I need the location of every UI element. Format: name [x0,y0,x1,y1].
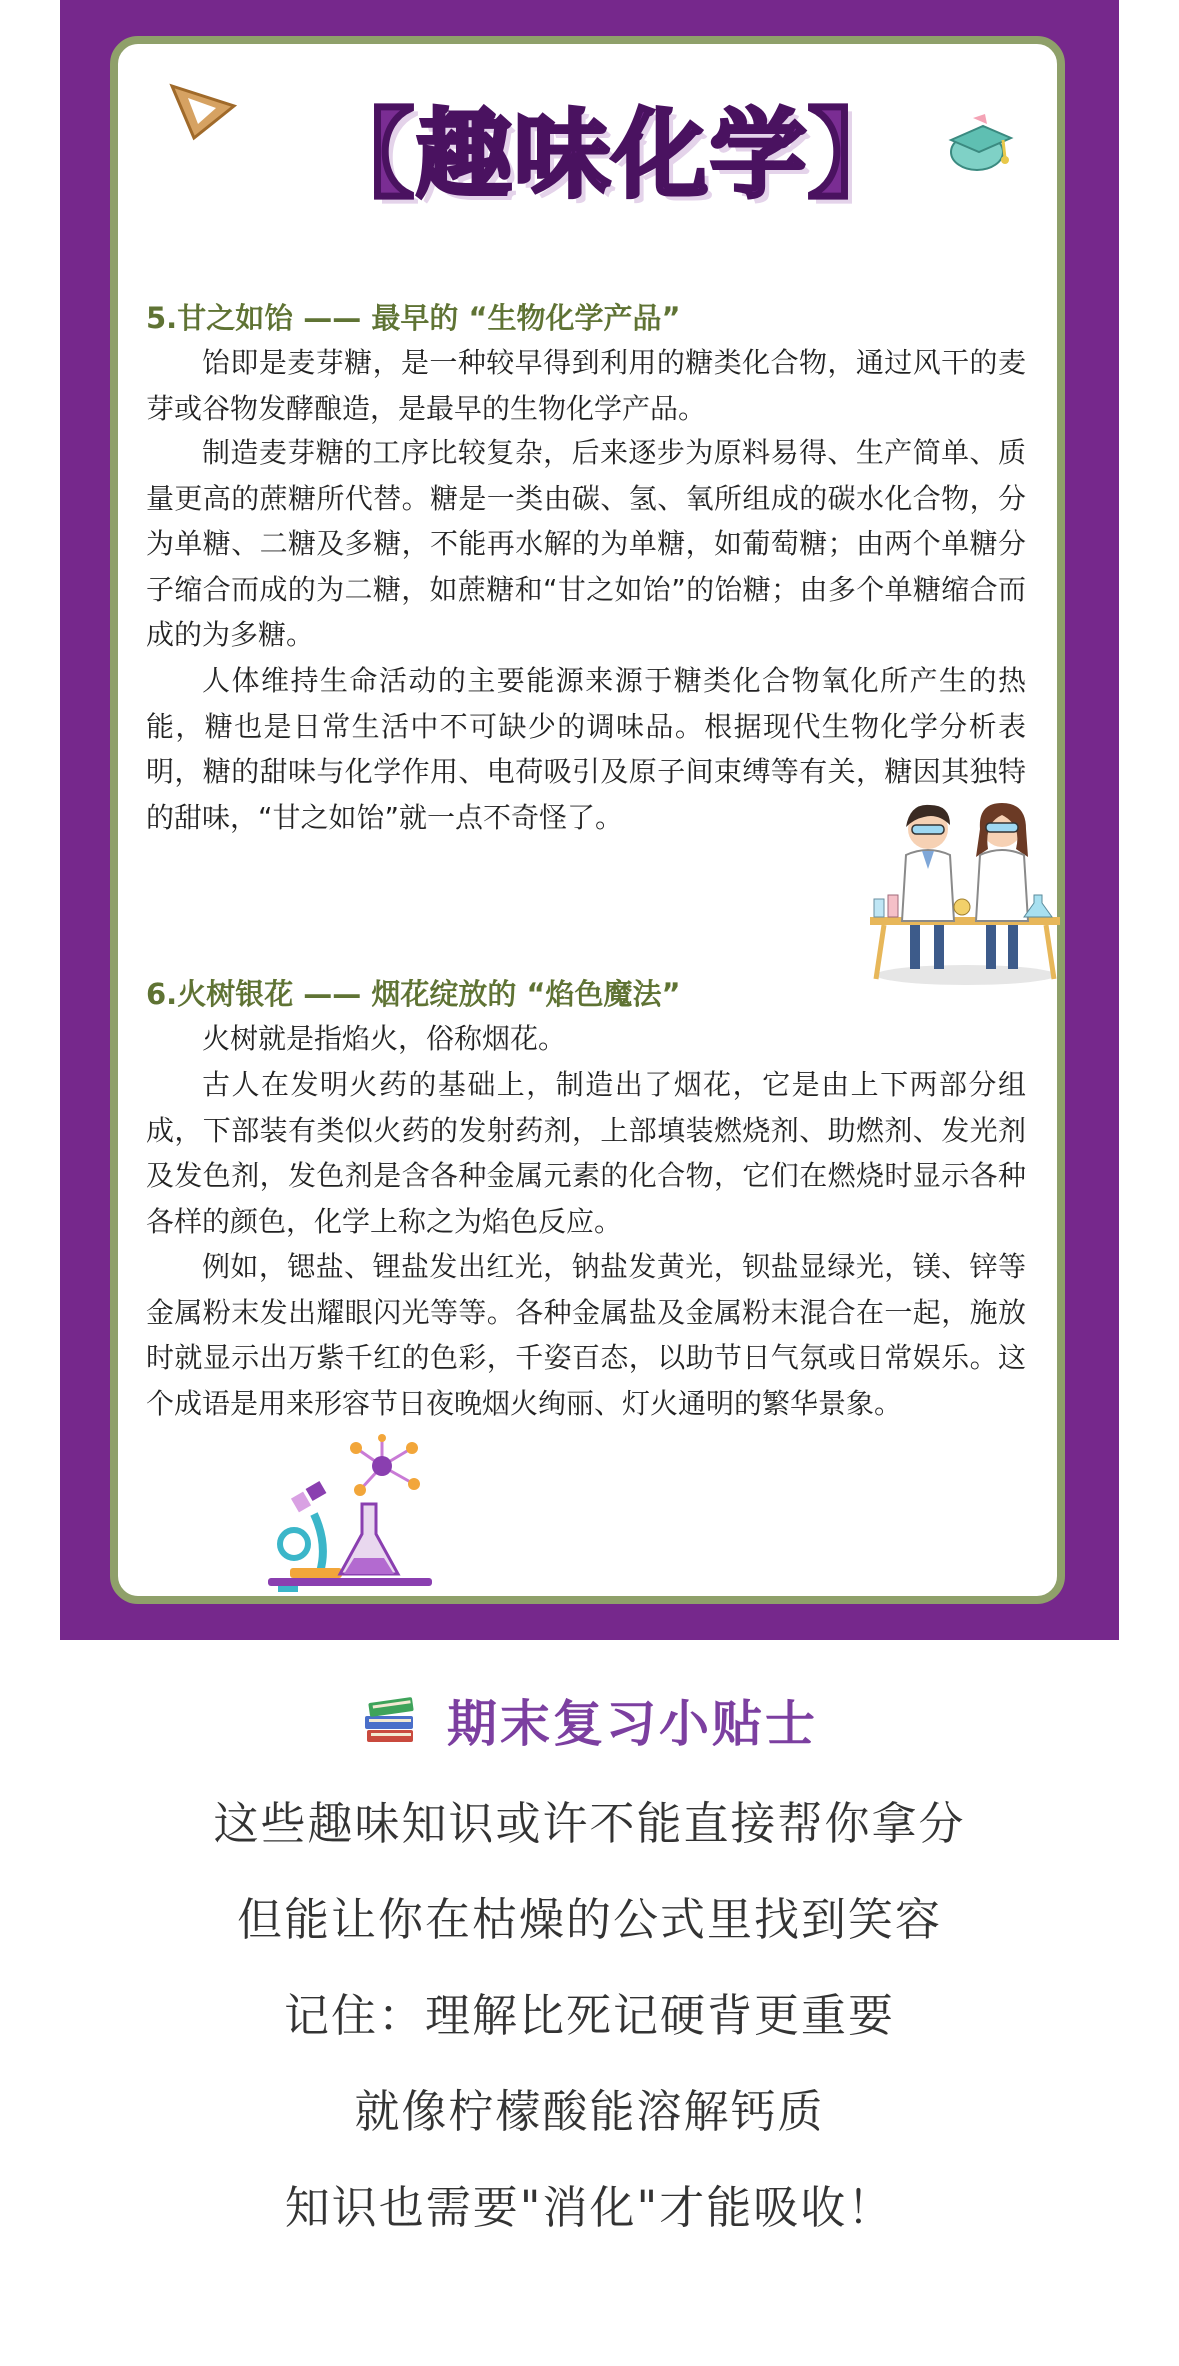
section-5-paragraph-1: 饴即是麦芽糖，是一种较早得到利用的糖类化合物，通过风干的麦芽或谷物发酵酿造，是最早的生物化学产品。 [146,346,1026,425]
tip-line-3: 记住：理解比死记硬背更重要 [283,1989,895,2042]
tip-line-1: 这些趣味知识或许不能直接帮你拿分 [213,1797,966,1850]
section-5-title: 5.甘之如饴 —— 最早的 “生物化学产品” [146,301,681,335]
tip-line-2: 但能让你在枯燥的公式里找到笑容 [236,1893,942,1946]
section-5-paragraph-2: 制造麦芽糖的工序比较复杂，后来逐步为原料易得、生产简单、质量更高的蔗糖所代替。糖是一类由碳、氢、氧所组成的碳水化合物，分为单糖、二糖及多糖，不能再水解的为单糖，如葡萄糖；由两个单糖分子缩合而成的为二糖，如蔗糖和“甘之如饴”的饴糖；由多个单糖缩合而成的为多糖。 [146,436,1026,651]
lab-equipment-illustration [264,1434,434,1596]
title-banner [318,80,906,230]
set-square-icon [168,82,238,142]
poster-frame [60,0,1119,1640]
graduation-cap-icon [943,112,1015,174]
section-6-paragraph-2: 古人在发明火药的基础上，制造出了烟花，它是由上下两部分组成，下部装有类似火药的发射药剂，上部填装燃烧剂、助燃剂、发光剂及发色剂，发色剂是含各种金属元素的化合物，它们在燃烧时显示各种各样的颜色，化学上称之为焰色反应。 [146,1068,1026,1238]
tip-line-4: 就像柠檬酸能溶解钙质 [354,2085,825,2138]
tip-line-5: 知识也需要"消化"才能吸收！ [284,2181,895,2234]
tips-header [0,1684,1179,1754]
section-6-paragraph-3: 例如，锶盐、锂盐发出红光，钠盐发黄光，钡盐显绿光，镁、锌等金属粉末发出耀眼闪光等等。各种金属盐及金属粉末混合在一起，施放时就显示出万紫千红的色彩，千姿百态，以助节日气氛或日常娱乐。这个成语是用来形容节日夜晚烟火绚丽、灯火通明的繁华景象。 [146,1250,1026,1420]
section-6-paragraph-1: 火树就是指焰火，俗称烟花。 [202,1022,567,1055]
books-icon [361,1692,419,1748]
tips-title: 期末复习小贴士 [447,1695,818,1753]
scientists-illustration [866,799,1064,989]
section-6-title: 6.火树银花 —— 烟花绽放的 “焰色魔法” [146,977,681,1011]
section-5-paragraph-3: 人体维持生命活动的主要能源来源于糖类化合物氧化所产生的热能，糖也是日常生活中不可缺少的调味品。根据现代生物化学分析表明，糖的甜味与化学作用、电荷吸引及原子间束缚等有关，糖因其独特的甜味，“甘之如饴”就一点不奇怪了。 [146,664,1026,834]
content-card [110,36,1065,1604]
page-title: 【趣味化学】 [318,99,906,211]
